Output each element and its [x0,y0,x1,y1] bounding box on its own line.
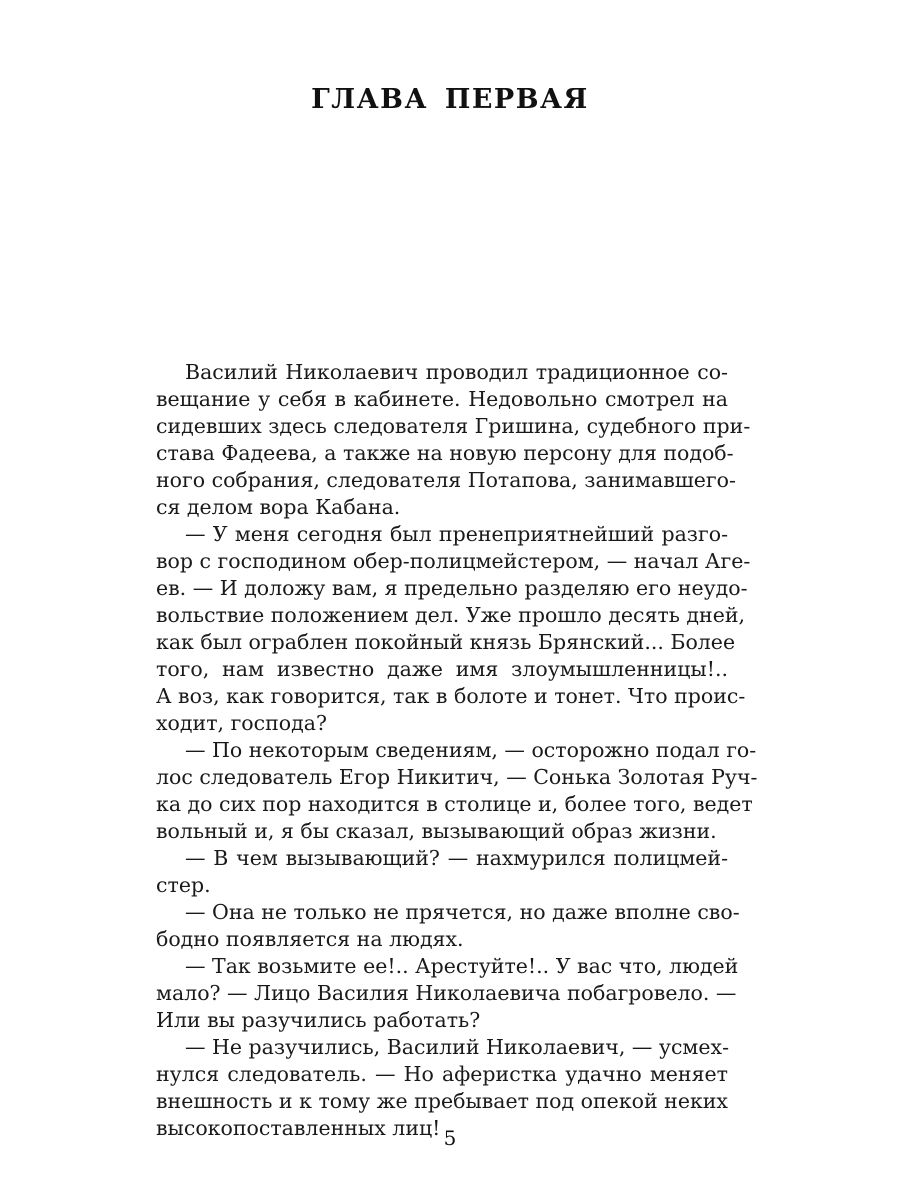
text-line: вольствие положением дел. Уже прошло десять дней, [156,603,746,627]
text-line: — Не разучились, Василий Николаевич, — усмех- [185,1035,729,1059]
text-line: высокопоставленных лиц! [156,1116,441,1140]
text-line: бодно появляется на людях. [156,927,464,951]
text-line: ев. — И доложу вам, я предельно разделяю его неудо- [156,576,748,600]
text-line: ка до сих пор находится в столице и, более того, ведет [156,792,753,816]
body-text [156,359,758,1142]
text-line: Василий Николаевич проводил традиционное со- [185,360,728,384]
text-line: — По некоторым сведениям, — осторожно подал го- [185,738,757,762]
text-line: — В чем вызывающий? — нахмурился полицмей- [185,846,728,870]
text-line: ходит, господа? [156,711,327,735]
text-line: вещание у себя в кабинете. Недовольно смотрел на [156,387,728,411]
page-number: 5 [443,1126,457,1150]
text-line: как был ограблен покойный князь Брянский... Более [156,630,736,654]
text-line: — Так возьмите ее!.. Арестуйте!.. У вас что, людей [185,954,739,978]
text-line: ся делом вора Кабана. [156,495,401,519]
text-line: Или вы разучились работать? [156,1008,481,1032]
text-line: ного собрания, следователя Потапова, занимавшего- [156,468,736,492]
text-line: сидевших здесь следователя Гришина, судебного при- [156,414,751,438]
chapter-title: ГЛАВА ПЕРВАЯ [311,84,589,115]
text-line: того, нам известно даже имя злоумышленницы!.. [156,657,728,681]
text-line: нулся следователь. — Но аферистка удачно меняет [156,1062,728,1086]
text-line: вольный и, я бы сказал, вызывающий образ жизни. [156,819,717,843]
text-line: става Фадеева, а также на новую персону для подоб- [156,441,734,465]
text-line: А воз, как говорится, так в болоте и тонет. Что проис- [156,684,746,708]
text-line: вор с господином обер-полицмейстером, — начал Аге- [156,549,751,573]
text-line: — Она не только не прячется, но даже вполне сво- [185,900,740,924]
text-line: — У меня сегодня был пренеприятнейший разго- [185,522,728,546]
text-line: внешность и к тому же пребывает под опекой неких [156,1089,728,1113]
text-line: стер. [156,873,211,897]
text-line: мало? — Лицо Василия Николаевича побагровело. — [156,981,737,1005]
text-line: лос следователь Егор Никитич, — Сонька Золотая Руч- [156,765,758,789]
